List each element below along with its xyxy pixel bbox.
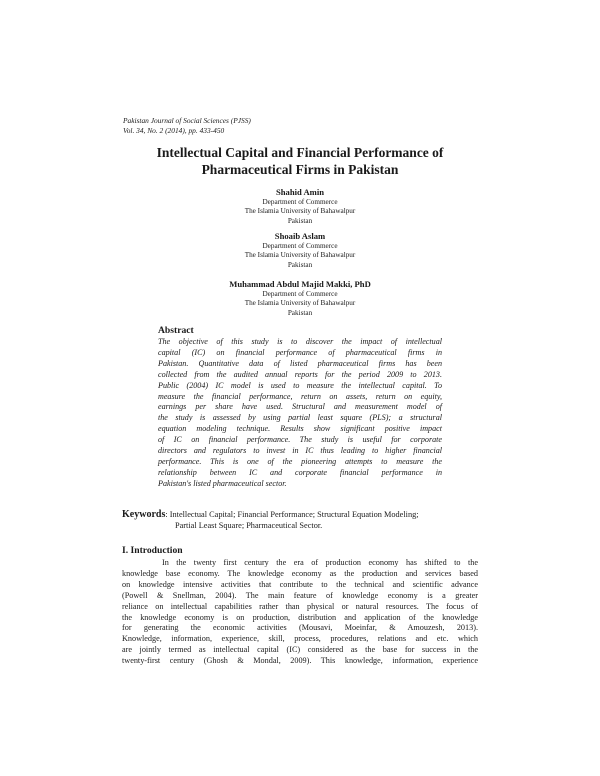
abstract-line: Public (2004) IC model is used to measure the intellectual capital. To bbox=[158, 380, 442, 390]
introduction-body bbox=[122, 558, 478, 667]
paper-title bbox=[100, 144, 500, 178]
abstract-line: equation modeling technique. Results show significant positive impact bbox=[158, 424, 442, 434]
body-line: reliance on intellectual capabilities rather than physical or natural resources. The focus of bbox=[122, 601, 478, 611]
author-name: Muhammad Abdul Majid Makki, PhD bbox=[229, 279, 371, 289]
body-line: for generating the economic activities (Mousavi, Moeinfar, & Amouzesh, 2013). bbox=[122, 623, 478, 633]
author-department: Department of Commerce bbox=[262, 290, 338, 298]
author-university: The Islamia University of Bahawalpur bbox=[244, 207, 356, 216]
author-name: Shoaib Aslam bbox=[274, 231, 326, 241]
author-department: Department of Commerce bbox=[262, 242, 338, 250]
author-block bbox=[100, 279, 500, 318]
paper-title-line-1: Intellectual Capital and Financial Performance of bbox=[156, 145, 444, 160]
abstract-line: relationship between IC and corporate financial performance in bbox=[158, 467, 442, 477]
author-department: Department of Commerce bbox=[262, 198, 338, 206]
abstract-line: measure the financial performance, return on assets, return on equity, bbox=[158, 391, 442, 401]
body-line: Knowledge, information, experience, skill, process, procedures, relations and etc. which bbox=[122, 634, 478, 644]
keywords-label: Keywords bbox=[122, 509, 166, 520]
abstract-line: performance. This is one of the pioneering attempts to measure the bbox=[158, 456, 442, 466]
author-block bbox=[100, 231, 500, 270]
section-heading-introduction: I. Introduction bbox=[122, 545, 183, 556]
journal-header bbox=[123, 116, 251, 136]
paper-title-line-2: Pharmaceutical Firms in Pakistan bbox=[201, 162, 399, 177]
body-line: are jointly termed as intellectual capital (IC) considered as the base for success in the bbox=[122, 645, 478, 655]
abstract-text bbox=[158, 337, 442, 490]
author-country: Pakistan bbox=[287, 216, 313, 225]
body-line: In the twenty first century the era of production economy has shifted to the bbox=[162, 558, 478, 567]
abstract-line: directors and regulators to invest in IC thus leading to higher financial bbox=[158, 446, 442, 456]
author-block bbox=[100, 187, 500, 226]
author-university: The Islamia University of Bahawalpur bbox=[244, 251, 356, 260]
keywords-line-2: Partial Least Square; Pharmaceutical Sector. bbox=[175, 520, 323, 530]
abstract-line: earnings per share have used. Structural and measurement model of bbox=[158, 402, 442, 412]
abstract-line: The objective of this study is to discover the impact of intellectual bbox=[158, 337, 442, 346]
body-line: twenty-first century (Ghosh & Mondal, 2009). This knowledge, information, experience bbox=[122, 656, 478, 666]
author-university: The Islamia University of Bahawalpur bbox=[244, 299, 356, 308]
body-line: knowledge base economy. The knowledge economy as the production and services based bbox=[122, 568, 478, 578]
body-line: (Powell & Snellman, 2004). The main feature of knowledge economy is a greater bbox=[122, 590, 478, 600]
author-country: Pakistan bbox=[287, 308, 313, 317]
abstract-line: Pakistan's listed pharmaceutical sector. bbox=[158, 478, 287, 488]
journal-volume: Vol. 34, No. 2 (2014), pp. 433-450 bbox=[123, 126, 225, 135]
abstract-line: capital (IC) on financial performance of pharmaceutical firms in bbox=[158, 347, 442, 357]
author-name: Shahid Amin bbox=[275, 187, 324, 197]
body-line: on knowledge intensive activities that contribute to the technical and scientific advance bbox=[122, 579, 478, 589]
abstract-line: collected from the audited annual reports for the period 2009 to 2013. bbox=[158, 369, 442, 379]
author-country: Pakistan bbox=[287, 260, 313, 269]
abstract-line: the study is assessed by using partial least square (PLS); a structural bbox=[158, 413, 442, 423]
body-line: the knowledge economy is on production, distribution and application of the knowledge bbox=[122, 612, 478, 622]
abstract-line: Pakistan. Quantitative data of listed pharmaceutical firms has been bbox=[158, 358, 442, 368]
abstract-heading: Abstract bbox=[158, 325, 194, 336]
keywords-line-1: : Intellectual Capital; Financial Performance; Structural Equation Modeling; bbox=[165, 510, 419, 519]
journal-name: Pakistan Journal of Social Sciences (PJSS) bbox=[123, 116, 251, 125]
abstract-line: of IC on financial performance. The study is useful for corporate bbox=[158, 435, 442, 445]
keywords-section bbox=[122, 510, 478, 532]
